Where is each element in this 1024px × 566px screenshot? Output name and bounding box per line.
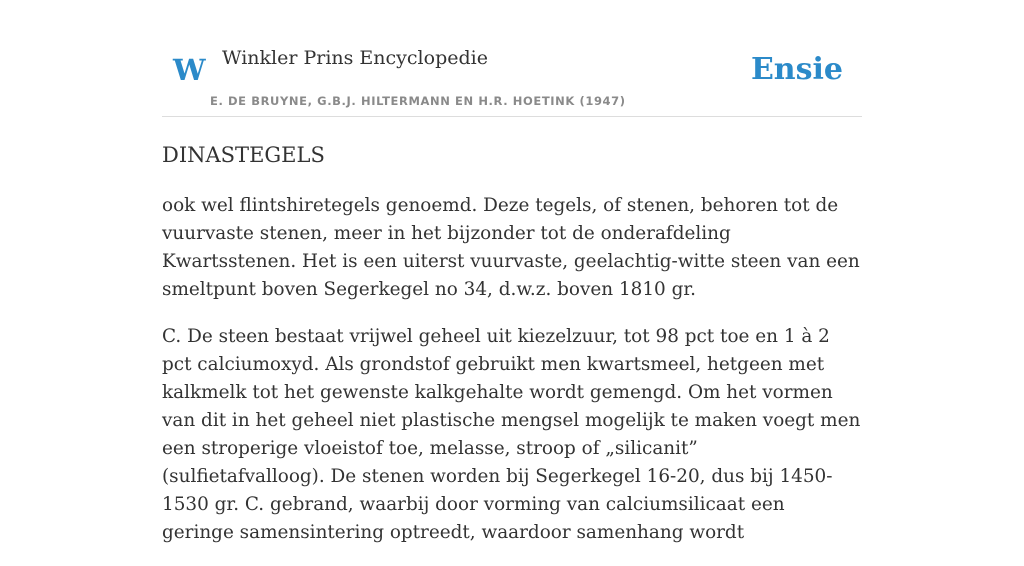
publication-title-link[interactable]: Winkler Prins Encyclopedie <box>222 47 488 69</box>
article-body <box>162 192 862 566</box>
ensie-brand-logo[interactable]: Ensie <box>750 52 843 87</box>
publication-authors: E. DE BRUYNE, G.B.J. HILTERMANN EN H.R. HOETINK (1947) <box>210 94 626 108</box>
article-paragraph: ook wel flintshiretegels genoemd. Deze tegels, of stenen, behoren tot de vuurvaste stenen, meer in het bijzonder tot de onderafdeling Kwartsstenen. Het is een uiterst vuurvaste, geelachtig-witte steen van een smeltpunt boven Segerkegel no 34, d.w.z. boven 1810 gr. <box>162 195 860 300</box>
article-paragraph: C. De steen bestaat vrijwel geheel uit kiezelzuur, tot 98 pct toe en 1 à 2 pct calciumoxyd. Als grondstof gebruikt men kwartsmeel, hetgeen met kalkmelk tot het gewenste kalkgehalte wordt gemengd. Om het vormen van dit in het geheel niet plastische mengsel mogelijk te maken voegt men een stroperige vloeistof toe, melasse, stroop of „silicanit” (sulfietafvalloog). De stenen worden bij Segerkegel 16-20, dus bij 1450-1530 gr. C. gebrand, waarbij door vorming van calciumsilicaat een geringe samensintering optreedt, waardoor samenhang wordt <box>162 326 861 543</box>
publication-logo[interactable]: W <box>173 53 206 87</box>
entry-title: DINASTEGELS <box>162 143 325 167</box>
site-header <box>162 0 862 117</box>
